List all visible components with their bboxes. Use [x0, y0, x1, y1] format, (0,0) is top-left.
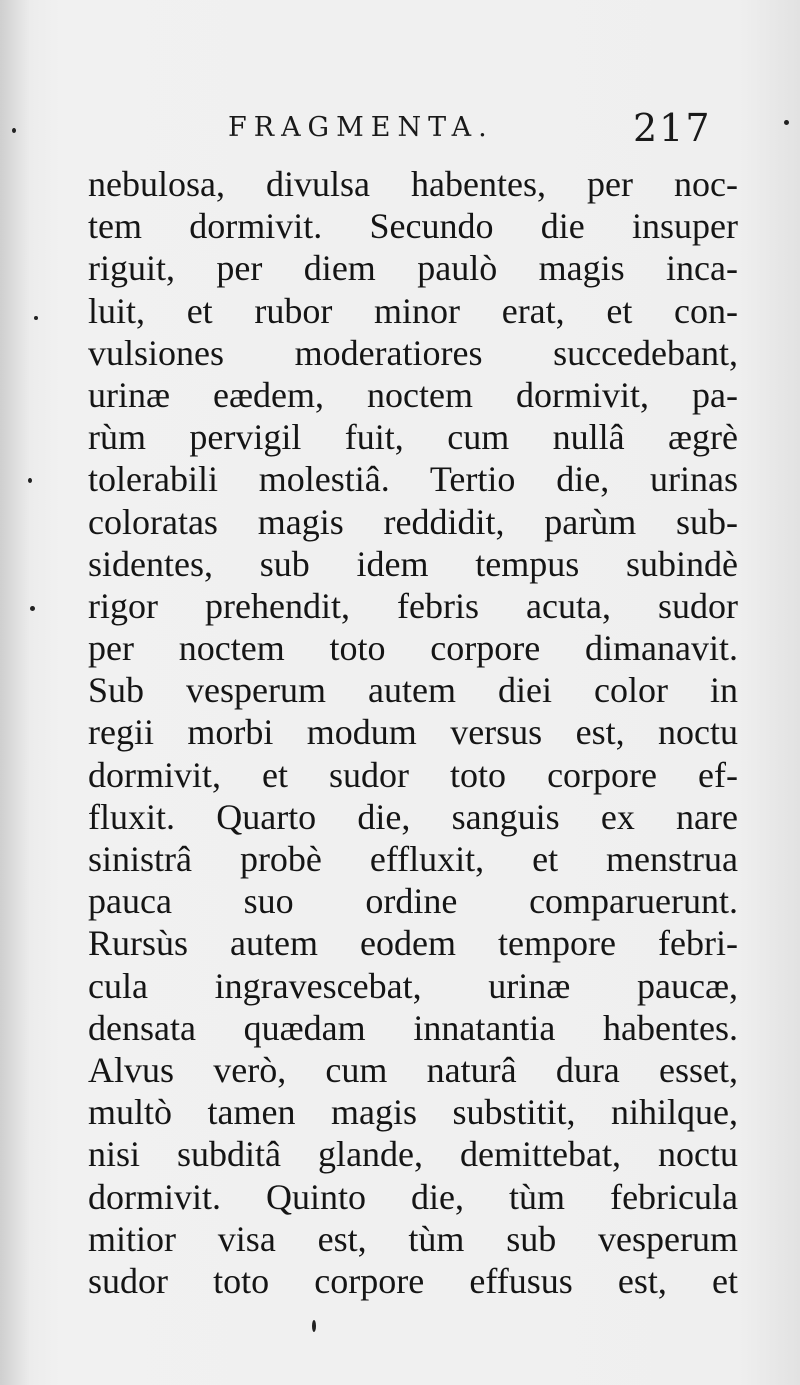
text-line: Rursùs autem eodem tempore febri-	[88, 923, 738, 964]
ink-speck	[12, 128, 16, 133]
ink-speck	[28, 478, 32, 483]
text-line: vulsiones moderatiores succedebant,	[88, 332, 738, 373]
text-line: rigor prehendit, febris acuta, sudor	[88, 585, 738, 626]
ink-speck	[784, 120, 789, 125]
text-line: cula ingravescebat, urinæ paucæ,	[88, 965, 738, 1006]
ink-speck	[312, 1320, 316, 1332]
text-line: riguit, per diem paulò magis inca-	[88, 248, 738, 289]
text-line: Sub vesperum autem diei color in	[88, 670, 738, 711]
text-line: dormivit, et sudor toto corpore ef-	[88, 754, 738, 795]
text-line: tem dormivit. Secundo die insuper	[88, 206, 738, 247]
text-line: regii morbi modum versus est, noctu	[88, 712, 738, 753]
ink-speck	[30, 606, 35, 611]
text-line: urinæ eædem, noctem dormivit, pa-	[88, 374, 738, 415]
text-line: pauca suo ordine comparuerunt.	[88, 881, 738, 922]
text-line: nebulosa, divulsa habentes, per noc-	[88, 164, 738, 204]
text-line: sinistrâ probè effluxit, et menstrua	[88, 839, 738, 879]
text-line: dormivit. Quinto die, tùm febricula	[88, 1176, 738, 1217]
page-header	[0, 108, 800, 156]
text-line: luit, et rubor minor erat, et con-	[88, 290, 738, 331]
text-line: Alvus verò, cum naturâ dura esset,	[88, 1049, 738, 1090]
text-line: rùm pervigil fuit, cum nullâ ægrè	[88, 417, 738, 458]
text-line: multò tamen magis substitit, nihilque,	[88, 1092, 738, 1133]
text-line: coloratas magis reddidit, parùm sub-	[88, 501, 738, 542]
text-line: sidentes, sub idem tempus subindè	[88, 543, 738, 584]
ink-speck	[34, 316, 38, 320]
text-line: nisi subditâ glande, demittebat, noctu	[88, 1134, 738, 1175]
text-line: per noctem toto corpore dimanavit.	[88, 628, 738, 669]
running-title: FRAGMENTA.	[228, 112, 494, 143]
text-line: tolerabili molestiâ. Tertio die, urinas	[88, 459, 738, 500]
text-line: mitior visa est, tùm sub vesperum	[88, 1218, 738, 1259]
text-line: densata quædam innatantia habentes.	[88, 1007, 738, 1048]
body-text	[88, 163, 738, 1302]
page-number: 217	[633, 106, 712, 150]
text-line: sudor toto corpore effusus est, et	[88, 1260, 738, 1301]
text-line: fluxit. Quarto die, sanguis ex nare	[88, 796, 738, 837]
